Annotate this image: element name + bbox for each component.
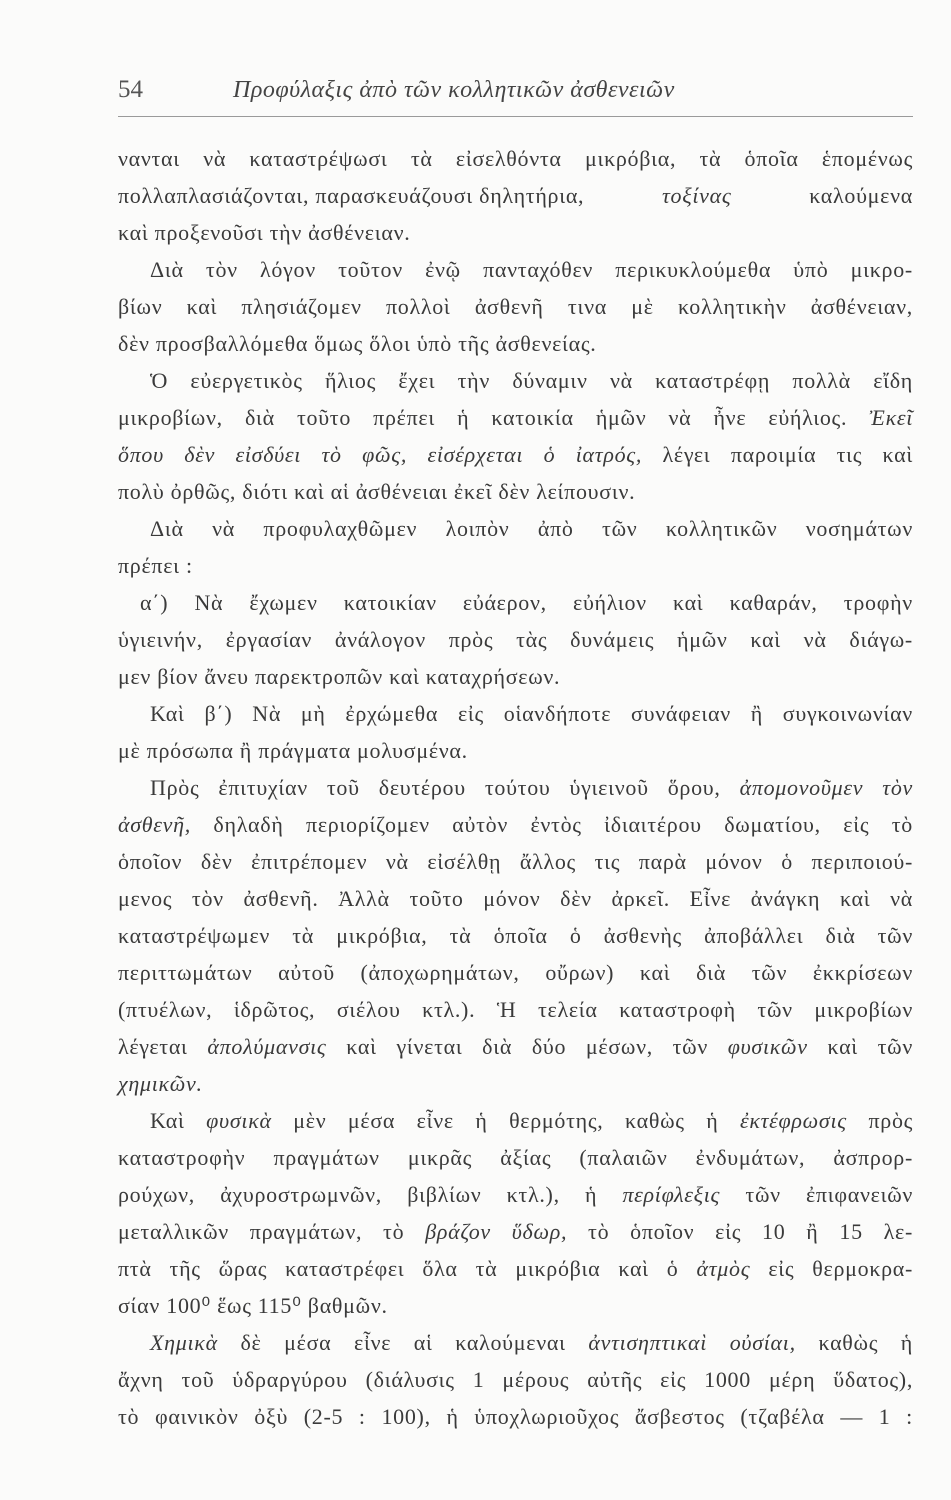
text-span: καθὼς ἡ (818, 1330, 913, 1355)
text-line (118, 1324, 913, 1361)
page-header (118, 76, 913, 117)
text-span: Πρὸς ἐπιτυχίαν τοῦ δευτέρου τούτου ὑγιεινοῦ ὅρου, (150, 775, 721, 800)
text-span: (πτυέλων, ἱδρῶτος, σιέλου κτλ.). (118, 997, 476, 1022)
text-span: Καὶ (150, 1108, 185, 1133)
text-line (118, 399, 913, 436)
paragraph-6 (118, 695, 913, 769)
text-line: Ὁ εὐεργετικὸς ἥλιος ἔχει τὴν δύναμιν νὰ καταστρέφῃ πολλὰ εἴδη (150, 368, 914, 393)
text-line (118, 1065, 913, 1102)
italic-term: Ἐκεῖ (869, 405, 914, 430)
italic-term: περίφλεξις (622, 1182, 721, 1207)
italic-term: φυσικὰ (206, 1108, 272, 1133)
text-span: νανται νὰ καταστρέψωσι τὰ εἰσελθόντα μικρόβια, τὰ ὁποῖα ἑπομένως (118, 146, 914, 171)
text-span: πολλαπλασιάζονται, παρασκευάζουσι δηλητήρια, (118, 183, 585, 208)
text-span: μικροβίων, διὰ τοῦτο πρέπει ἡ κατοικία ἡμῶν νὰ ἦνε εὐήλιος. (118, 405, 848, 430)
text-line (118, 769, 913, 806)
text-span: μὲν μέσα εἶνε ἡ θερμότης, καθὼς ἡ (293, 1108, 719, 1133)
text-line (118, 806, 913, 843)
text-line: καταστρέψωμεν τὰ μικρόβια, τὰ ὁποῖα ὁ ἀσθενὴς ἀποβάλλει διὰ τῶν (118, 923, 913, 948)
text-span: λέγει παροιμία τις καὶ (662, 442, 913, 467)
running-title: Προφύλαξις ἀπὸ τῶν κολλητικῶν ἀσθενειῶν (233, 77, 675, 103)
text-line: καταστροφὴν πραγμάτων μικρᾶς ἀξίας (παλαιῶν ἐνδυμάτων, ἀσπρορ- (118, 1145, 914, 1170)
italic-term: ἀτμὸς (696, 1256, 751, 1281)
text-span: εἰς θερμοκρα- (768, 1256, 914, 1281)
text-line: Διὰ νὰ προφυλαχθῶμεν λοιπὸν ἀπὸ τῶν κολλητικῶν νοσημάτων (150, 516, 913, 541)
text-span: τῶν ἐπιφανειῶν (745, 1182, 914, 1207)
paragraph-2 (118, 251, 913, 362)
paragraph-5 (118, 584, 913, 695)
italic-term: Χημικὰ (150, 1330, 218, 1355)
italic-term: φυσικῶν (727, 1034, 808, 1059)
text-line: περιττωμάτων αὐτοῦ (ἀποχωρημάτων, οὔρων) καὶ διὰ τῶν ἐκκρίσεων (118, 960, 913, 985)
text-line: ἄχνη τοῦ ὑδραργύρου (διάλυσις 1 μέρους αὐτῆς εἰς 1000 μέρη ὕδατος), (118, 1367, 914, 1392)
italic-term: ἀπολύμανσις (207, 1034, 327, 1059)
text-line (118, 1250, 913, 1287)
text-span: καὶ γίνεται διὰ δύο μέσων, τῶν (346, 1034, 709, 1059)
text-span: καὶ τῶν (827, 1034, 914, 1059)
paragraph-9 (118, 1324, 913, 1435)
text-line (118, 1176, 913, 1213)
text-span: τὸ ὁποῖον εἰς 10 ἢ 15 λε- (588, 1219, 913, 1244)
text-line: ὁποῖον δὲν ἐπιτρέπομεν νὰ εἰσέλθῃ ἄλλος τις παρὰ μόνον ὁ περιποιού- (118, 849, 914, 874)
italic-term: ἐκτέφρωσις (739, 1108, 847, 1133)
italic-term: βράζον ὕδωρ, (425, 1219, 568, 1244)
text-line: καὶ προξενοῦσι τὴν ἀσθένειαν. (118, 220, 411, 245)
body-text (118, 140, 913, 1435)
text-line: Καὶ β΄) Νὰ μὴ ἐρχώμεθα εἰς οἱανδήποτε συνάφειαν ἢ συγκοινωνίαν (150, 701, 913, 726)
paragraph-7 (118, 769, 913, 1102)
text-line (118, 1213, 913, 1250)
italic-term: ἀντισηπτικαὶ οὐσίαι, (588, 1330, 796, 1355)
text-line (118, 1102, 913, 1139)
text-span: δηλαδὴ περιορίζομεν αὐτὸν ἐντὸς ἰδιαιτέρου δωματίου, εἰς τὸ (213, 812, 913, 837)
text-span: λέγεται (118, 1034, 188, 1059)
text-line (118, 177, 913, 214)
text-span: ρούχων, ἀχυροστρωμνῶν, βιβλίων κτλ.), ἡ (118, 1182, 598, 1207)
page-number: 54 (118, 76, 143, 103)
text-line: σίαν 100⁰ ἕως 115⁰ βαθμῶν. (118, 1293, 388, 1318)
text-span: πρὸς (868, 1108, 914, 1133)
text-line (118, 1028, 913, 1065)
text-line (118, 436, 913, 473)
italic-quote: ὅπου δὲν εἰσδύει τὸ φῶς, εἰσέρχεται ὁ ἰατρός, (118, 442, 643, 467)
text-line: δὲν προσβαλλόμεθα ὅμως ὅλοι ὑπὸ τῆς ἀσθενείας. (118, 331, 597, 356)
paragraph-1 (118, 140, 913, 251)
text-span: μεταλλικῶν πραγμάτων, τὸ (118, 1219, 405, 1244)
text-line: μενος τὸν ἀσθενῆ. Ἀλλὰ τοῦτο μόνον δὲν ἀρκεῖ. Εἶνε ἀνάγκη καὶ νὰ (118, 886, 913, 911)
text-line (118, 991, 913, 1028)
text-span: καλούμενα (809, 183, 913, 208)
italic-term: ἀπομονοῦμεν τὸν (739, 775, 914, 800)
text-line (118, 140, 913, 177)
text-line: μὲ πρόσωπα ἢ πράγματα μολυσμένα. (118, 738, 468, 763)
text-line: Διὰ τὸν λόγον τοῦτον ἐνῷ πανταχόθεν περικυκλούμεθα ὑπὸ μικρο- (150, 257, 913, 282)
paragraph-3 (118, 362, 913, 510)
paragraph-4 (118, 510, 913, 584)
text-line: πολὺ ὀρθῶς, διότι καὶ αἱ ἀσθένειαι ἐκεῖ δὲν λείπουσιν. (118, 479, 636, 504)
paragraph-8 (118, 1102, 913, 1324)
italic-term: χημικῶν. (118, 1071, 203, 1096)
text-line: τὸ φαινικὸν ὀξὺ (2-5 : 100), ἡ ὑποχλωριοῦχος ἄσβεστος (τζαβέλα — 1 : (118, 1404, 913, 1429)
italic-term: τοξίνας (661, 183, 732, 208)
text-span: Ἡ τελεία καταστροφὴ τῶν μικροβίων (496, 997, 913, 1022)
text-line: ὑγιεινήν, ἐργασίαν ἀνάλογον πρὸς τὰς δυνάμεις ἡμῶν καὶ νὰ διάγω- (118, 627, 913, 652)
text-line: μεν βίον ἄνευ παρεκτροπῶν καὶ καταχρήσεων. (118, 664, 561, 689)
text-line: βίων καὶ πλησιάζομεν πολλοὶ ἀσθενῆ τινα μὲ κολλητικὴν ἀσθένειαν, (118, 294, 914, 319)
text-span: πτὰ τῆς ὥρας καταστρέφει ὅλα τὰ μικρόβια καὶ ὁ (118, 1256, 679, 1281)
text-span: δὲ μέσα εἶνε αἱ καλούμεναι (240, 1330, 566, 1355)
text-line: α΄) Νὰ ἔχωμεν κατοικίαν εὐάερον, εὐήλιον καὶ καθαράν, τροφὴν (140, 590, 913, 615)
italic-term: ἀσθενῆ, (118, 812, 191, 837)
text-line: πρέπει : (118, 553, 193, 578)
